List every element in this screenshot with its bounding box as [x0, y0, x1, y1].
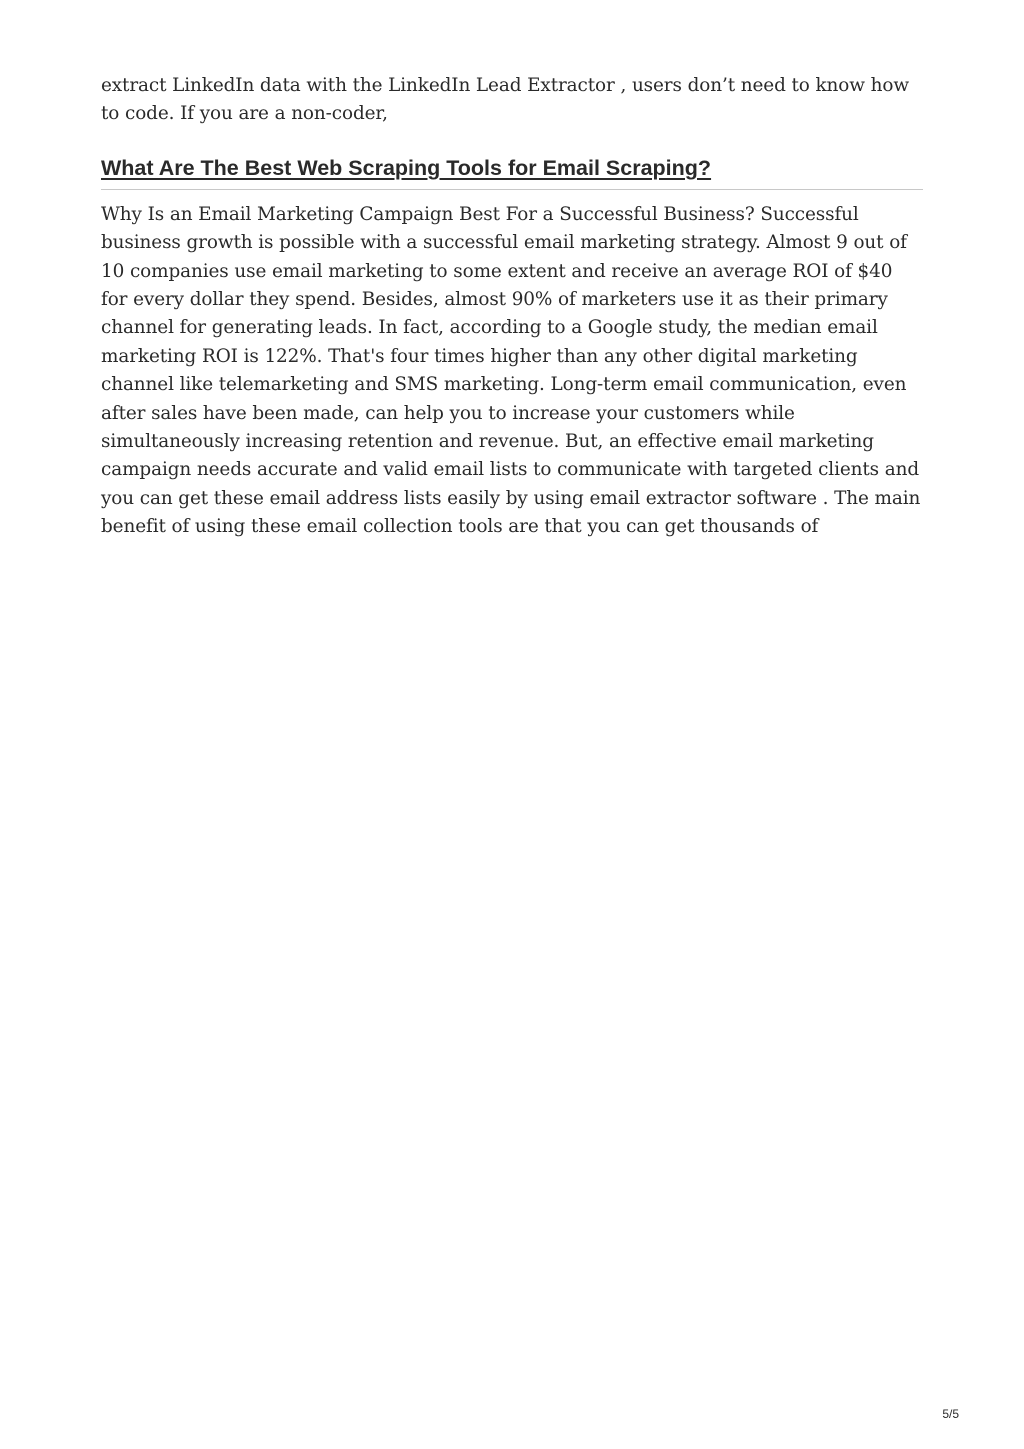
- section-heading-link[interactable]: What Are The Best Web Scraping Tools for Email Scraping?: [101, 155, 712, 180]
- intro-paragraph: extract LinkedIn data with the LinkedIn Lead Extractor , users don’t need to know how to code. If you are a non-coder,: [101, 75, 909, 125]
- page-number: 5/5: [942, 1407, 959, 1421]
- section-body-paragraph: Why Is an Email Marketing Campaign Best For a Successful Business? Successful business growth is possible with a successful email marketing strategy. Almost 9 out of 10 companies use email marketing to some extent and receive an average ROI of $40 for every dollar they spend. Besides, almost 90% of marketers use it as their primary channel for generating leads. In fact, according to a Google study, the median email marketing ROI is 122%. That's four times higher than any other digital marketing channel like telemarketing and SMS marketing. Long-term email communication, even after sales have been made, can help you to increase your customers while simultaneously increasing retention and revenue. But, an effective email marketing campaign needs accurate and valid email lists to communicate with targeted clients and you can get these email address lists easily by using email extractor software . The main benefit of using these email collection tools are that you can get thousands of: [101, 203, 921, 538]
- section-heading: [101, 154, 923, 190]
- document-page: [101, 72, 923, 542]
